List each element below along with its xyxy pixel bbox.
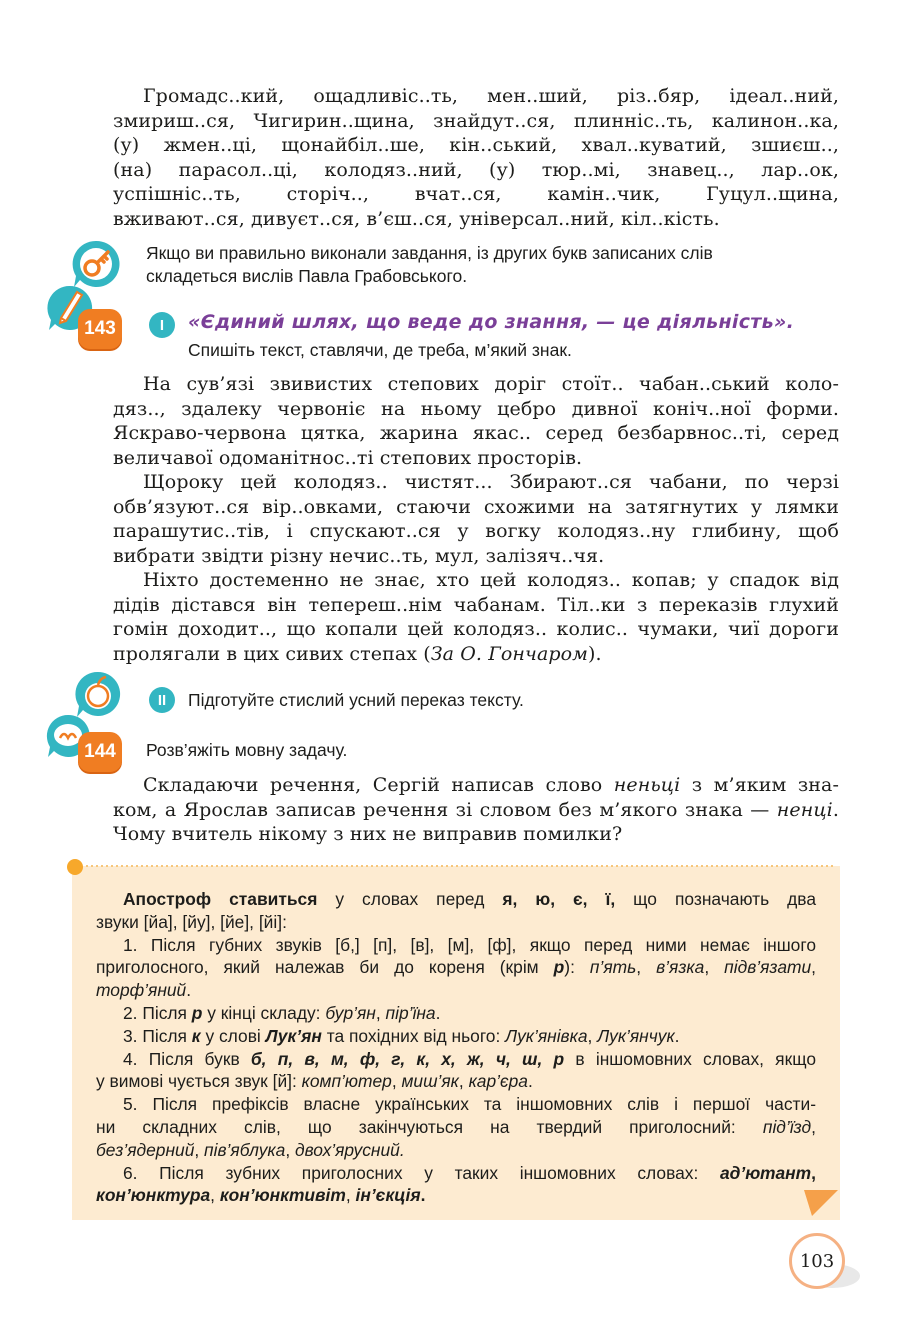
rule-letter: р [553,957,565,978]
rule-1-line1: 1. Після губних звуків [б,] [п], [в], [м], [ф], якщо перед ними немає іншого [123,934,816,955]
text-line: На сув’язі звивистих степових доріг стоїт.. чабан..ський коло- [143,373,839,395]
text-fragment: приголосного, який належав би до кореня (крім [96,957,554,978]
key-note-line: складеться вислів Павла Грабовського. [146,266,468,286]
word-list-line: Громадс..кий, ощадливіс..ть, мен..ший, різ..бяр, ідеал..ний, [143,85,839,107]
part-ii-task: Підготуйте стислий усний переказ тексту. [188,690,524,710]
rule-letter: к [191,1025,201,1046]
rule-3: 3. Після к у слові Лук’ян та похідних від нього: Лук’янівка, Лук’янчук. [123,1025,680,1046]
text-line [113,642,839,667]
text-fragment: ). [588,642,602,665]
text-line [113,773,839,798]
rule-5-line1: 5. Після префіксів власне українських та іншомовних слів і першої части- [123,1094,816,1115]
text-line: обв’язуют..ся вір..овками, стаючи схожими на затягнутих у лямки [113,495,839,518]
text-line: Ніхто достеменно не знає, хто цей колодяз.. копав; у спадок від [143,569,839,591]
text-fragment: та похідних від нього: [321,1025,506,1046]
text-fragment: що позначають два [615,889,816,909]
text-fragment: 3. Після [123,1025,192,1046]
example-word: ад’ютант [719,1162,812,1183]
example-word: пір’їна [385,1002,436,1023]
word-list-line: (у) жмен..ці, щонайбіл..ше, кін..ський, хвал..куватий, зшиєш.., [113,134,839,156]
example-word: кон’юнктура [96,1185,211,1206]
text-line: дідів дістався він тепереш..нім чабанам. Тіл..ки з переказів глухий [113,593,839,616]
text-fragment: з м’яким зна- [680,774,839,796]
text-fragment: у вимові чується звук [й]: [96,1071,302,1092]
example-word: миш’як [401,1071,459,1092]
example-word: неньці [613,774,681,796]
example-word: торф’яний [96,980,187,1001]
example-word: в’язка [656,957,705,978]
rule-letters: б, п, в, м, ф, г, к, х, ж, ч, ш, р [250,1048,565,1069]
word-list-line: вживают..ся, дивуєт..ся, в’єш..ся, універсал..ний, кіл..кість. [113,207,720,230]
text-fragment: у кінці складу: [202,1002,326,1023]
exercise-144-instruction: Розв’яжіть мовну задачу. [146,740,348,760]
word-list-line: (на) парасол..ці, колодяз..ний, (у) тюр..мі, знавец.., лар..ок, [113,158,839,181]
text-fragment: 6. Після зубних приголосних у таких іншомовних словах: [123,1162,720,1183]
text-fragment: 2. Після [123,1002,192,1023]
rule-1-line2: приголосного, який належав би до кореня (крім р): п’ять, в’язка, підв’язати, [96,957,816,978]
rule-1-line3: торф’яний. [96,980,192,1001]
example-word: бур’ян [325,1002,376,1023]
rule-4-line2: у вимові чується звук [й]: комп’ютер, миш’як, кар’єра. [96,1071,533,1092]
word-list-line: успішніс..ть, сторіч.., вчат..ся, камін..чик, Гуцул..щина, [113,183,839,205]
text-line: величавої одоманітнос..ті степових просторів. [113,446,583,469]
text-fragment: пролягали в цих сивих степах ( [113,642,431,665]
exercise-number-143: 143 [78,309,122,349]
rule-intro-line2: звуки [йа], [йу], [йе], [йі]: [96,911,287,932]
exercise-number-144: 144 [78,732,122,772]
text-line: Щороку цей колодяз.. чистят... Збирают..ся чабани, по черзі [143,471,839,493]
text-line: парашутис..тів, і спускают..ся у вогку колодяз..ну глибину, щоб [113,520,839,542]
part-ii-marker: II [149,687,175,713]
source-attribution: За О. Гончаром [430,642,589,665]
exercise-144-text [113,773,839,847]
example-word: Лук’янівка [505,1025,588,1046]
rule-6-line1: 6. Після зубних приголосних у таких іншомовних словах: ад’ютант, [123,1162,816,1183]
exercise-word-list [113,84,839,231]
text-line: дяз.., здалеку червоніє на ньому цебро дивної коніч..ної форми. [113,397,839,420]
rule-letter: р [191,1002,203,1023]
page-number: 103 [789,1233,845,1289]
text-fragment: Складаючи речення, Сергій написав слово [143,774,614,796]
text-line: Чому вчитель нікому з них не виправив помилки? [113,823,623,845]
text-fragment: у словах перед [317,889,503,909]
example-word: двох’ярусний. [294,1139,405,1160]
rule-box-dotted-border [64,856,844,878]
text-line: гомін доходит.., що копали цей колодяз.. колис.. чумаки, чиї дороги [113,618,839,640]
rule-5-line3: без’ядерний, пів’яблука, двох’ярусний. [96,1139,405,1160]
text-fragment: у слові [200,1025,266,1046]
text-fragment: ни складних слів, що закінчуються на твердий приголосний: [96,1116,763,1137]
rule-2: 2. Після р у кінці складу: бур’ян, пір’їна. [123,1002,441,1023]
rule-intro [96,888,816,911]
example-word: п’ять [589,957,637,978]
key-note [146,242,846,288]
text-fragment: в іншомовних словах, якщо [564,1048,816,1069]
part-i-marker: I [149,312,175,338]
rule-word: Лук’ян [265,1025,322,1046]
example-word: кар’єра [468,1071,528,1092]
text-fragment: ком, а Ярослав записав речення зі словом без м’якого знака — [113,798,777,821]
rule-4-line1 [96,1048,816,1071]
text-fragment: 4. Після букв [123,1048,251,1069]
key-note-line: Якщо ви правильно виконали завдання, із других букв записаних слів [146,243,713,263]
text-fragment: . [832,798,839,821]
example-word: Лук’янчук [597,1025,675,1046]
exercise-143-instruction: Спишіть текст, ставлячи, де треба, м’який знак. [188,340,572,360]
text-line: Яскраво-червона цятка, жарина якас.. серед безбарвнос..ті, серед [113,422,839,444]
example-word: пів’яблука [204,1139,286,1160]
rule-6-line2: кон’юнктура, кон’юнктивіт, ін’єкція. [96,1185,426,1206]
example-word: ненці [776,798,833,821]
text-fragment: ): [564,957,590,978]
corner-arrow-icon [804,1190,838,1216]
example-word: підв’язати [724,957,812,978]
example-word: кон’юнктивіт [219,1185,346,1206]
example-word: комп’ютер [301,1071,392,1092]
text-line: вибрати звідти різну нечис..ть, мул, залізяч..чя. [113,544,605,567]
example-word: без’ядерний [96,1139,195,1160]
rule-letters: я, ю, є, ї, [502,889,616,909]
exercise-143-text [113,372,839,666]
word-list-line: змириш..ся, Чигирин..щина, знайдут..ся, плинніс..ть, калинон..ка, [113,109,839,132]
text-line [113,798,839,823]
exercise-143-quote: «Єдиний шлях, що веде до знання, — це діяльність». [188,311,795,333]
example-word: ін’єкція [355,1185,421,1206]
rule-text [96,888,816,1207]
rule-5-line2: ни складних слів, що закінчуються на твердий приголосний: під’їзд, [96,1116,816,1137]
example-word: під’їзд [762,1116,812,1137]
rule-heading: Апостроф ставиться [123,889,318,909]
rule-box [72,866,840,1220]
